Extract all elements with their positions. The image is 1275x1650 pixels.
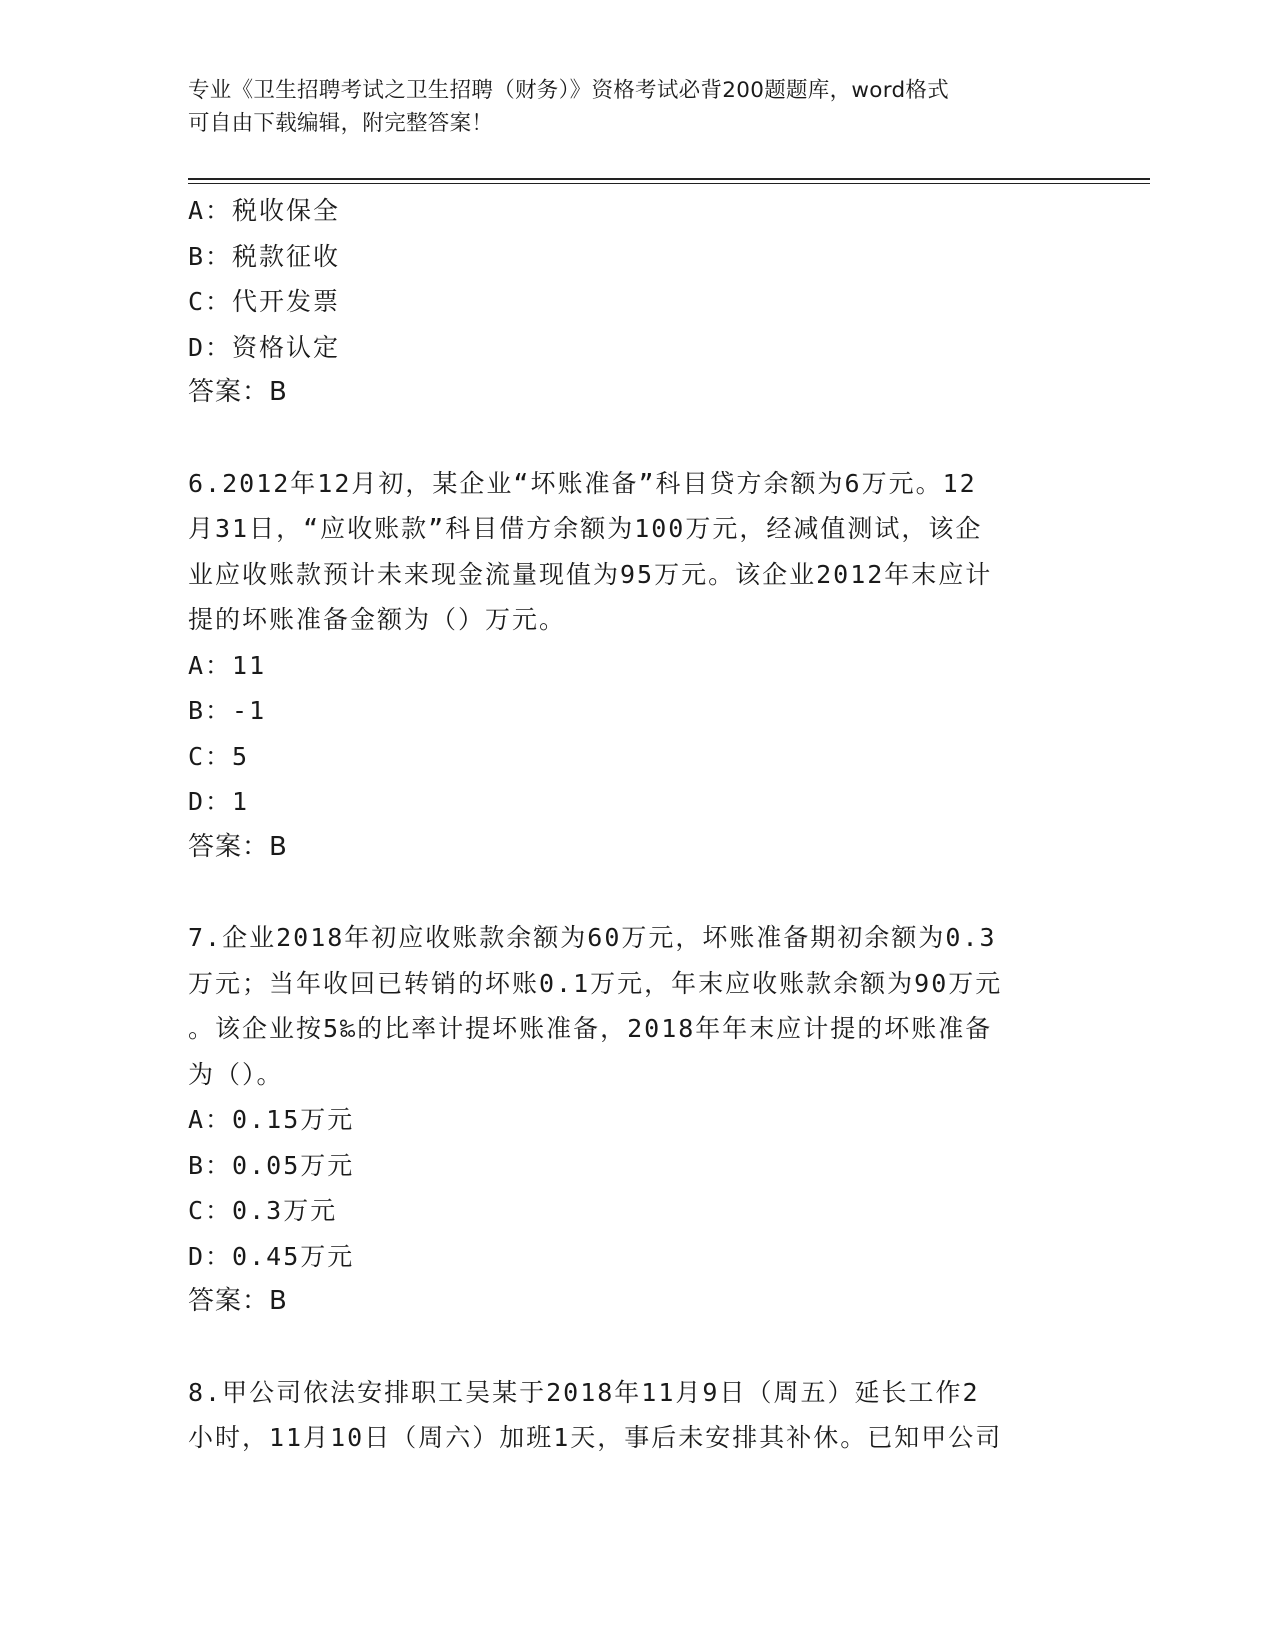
question-5 — [188, 188, 1088, 416]
option-d: D：0.45万元 — [188, 1241, 355, 1271]
option-a: A：0.15万元 — [188, 1105, 355, 1134]
question-8 — [188, 1370, 1088, 1461]
option-c: C：0.3万元 — [188, 1196, 338, 1225]
header-line-1: 专业《卫生招聘考试之卫生招聘（财务）》资格考试必背200题题库，word格式 — [188, 78, 950, 103]
answer: 答案：B — [188, 1286, 288, 1316]
question-stem-line: 万元；当年收回已转销的坏账0.1万元，年末应收账款余额为90万元 — [188, 968, 1003, 998]
question-list — [188, 188, 1088, 1461]
option-b: B：0.05万元 — [188, 1150, 355, 1180]
spacer — [188, 1325, 1088, 1370]
question-stem-line: 小时，11月10日（周六）加班1天，事后未安排其补休。已知甲公司 — [188, 1423, 1003, 1452]
option-a: A：11 — [188, 650, 267, 680]
question-stem-line: 。该企业按5‰的比率计提坏账准备，2018年年末应计提的坏账准备 — [188, 1014, 993, 1043]
question-stem-line: 为（）。 — [188, 1059, 284, 1089]
option-c: C：代开发票 — [188, 287, 341, 316]
header-rule-top — [188, 178, 1150, 180]
answer: 答案：B — [188, 831, 288, 862]
question-stem-line: 月31日，“应收账款”科目借方余额为100万元，经减值测试，该企 — [188, 514, 983, 543]
option-c: C：5 — [188, 741, 250, 771]
option-d: D：资格认定 — [188, 332, 341, 362]
header-line-2: 可自由下载编辑，附完整答案！ — [188, 111, 494, 136]
spacer — [188, 870, 1088, 915]
spacer — [188, 416, 1088, 461]
question-7 — [188, 915, 1088, 1325]
header-rule-bottom — [188, 183, 1150, 184]
question-stem-line: 提的坏账准备金额为（）万元。 — [188, 605, 567, 634]
question-stem-line: 8.甲公司依法安排职工吴某于2018年11月9日（周五）延长工作2 — [188, 1377, 980, 1407]
option-b: B：税款征收 — [188, 241, 341, 271]
document-header — [188, 74, 1068, 140]
option-d: D：1 — [188, 787, 250, 816]
question-stem-line: 业应收账款预计未来现金流量现值为95万元。该企业2012年末应计 — [188, 559, 993, 589]
question-stem-line: 7.企业2018年初应收账款余额为60万元，坏账准备期初余额为0.3 — [188, 923, 997, 952]
option-b: B：-1 — [188, 696, 267, 725]
option-a: A：税收保全 — [188, 196, 341, 225]
question-6 — [188, 461, 1088, 871]
answer: 答案：B — [188, 377, 288, 407]
question-stem-line: 6.2012年12月初，某企业“坏账准备”科目贷方余额为6万元。12 — [188, 468, 977, 498]
